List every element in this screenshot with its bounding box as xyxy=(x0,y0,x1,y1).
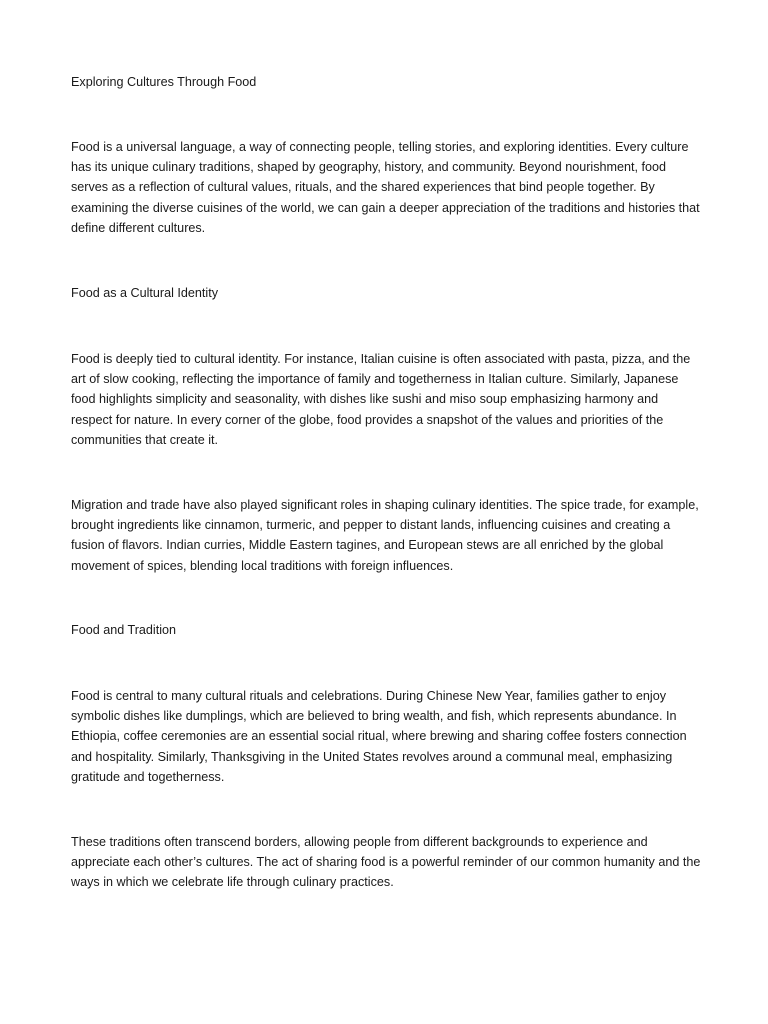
paragraph-food-and-tradition-2: These traditions often transcend borders, allowing people from different backgrounds to experience and appreciate each other’s cultures. The act of sharing food is a powerful reminder of our common humanity and the ways in which we celebrate life through culinary practices. xyxy=(71,835,701,890)
paragraph-cultural-identity-2: Migration and trade have also played significant roles in shaping culinary identities. The spice trade, for example, brought ingredients like cinnamon, turmeric, and pepper to distant lands, influencing cuisines and creating a fusion of flavors. Indian curries, Middle Eastern tagines, and European stews are all enriched by the global movement of spices, blending local traditions with foreign influences. xyxy=(71,498,699,573)
paragraph-cultural-identity-1: Food is deeply tied to cultural identity. For instance, Italian cuisine is often associated with pasta, pizza, and the art of slow cooking, reflecting the importance of family and togetherness in Italian culture. Similarly, Japanese food highlights simplicity and seasonality, with dishes like sushi and miso soup emphasizing harmony and respect for nature. In every corner of the globe, food provides a snapshot of the values and priorities of the communities that create it. xyxy=(71,352,691,447)
paragraph-food-and-tradition-1: Food is central to many cultural rituals and celebrations. During Chinese New Year, families gather to enjoy symbolic dishes like dumplings, which are believed to bring wealth, and fish, which represents abundance. In Ethiopia, coffee ceremonies are an essential social ritual, where brewing and sharing coffee fosters connection and hospitality. Similarly, Thanksgiving in the United States revolves around a communal meal, emphasizing gratitude and togetherness. xyxy=(71,689,687,784)
section-heading-food-and-tradition: Food and Tradition xyxy=(71,623,177,637)
intro-paragraph: Food is a universal language, a way of connecting people, telling stories, and exploring identities. Every culture has its unique culinary traditions, shaped by geography, history, and community. Beyond nourishment, food serves as a reflection of cultural values, rituals, and the shared experiences that bind people together. By examining the diverse cuisines of the world, we can gain a deeper appreciation of the traditions and histories that define different cultures. xyxy=(71,140,700,235)
section-heading-cultural-identity: Food as a Cultural Identity xyxy=(71,286,219,300)
document-title: Exploring Cultures Through Food xyxy=(71,75,257,89)
